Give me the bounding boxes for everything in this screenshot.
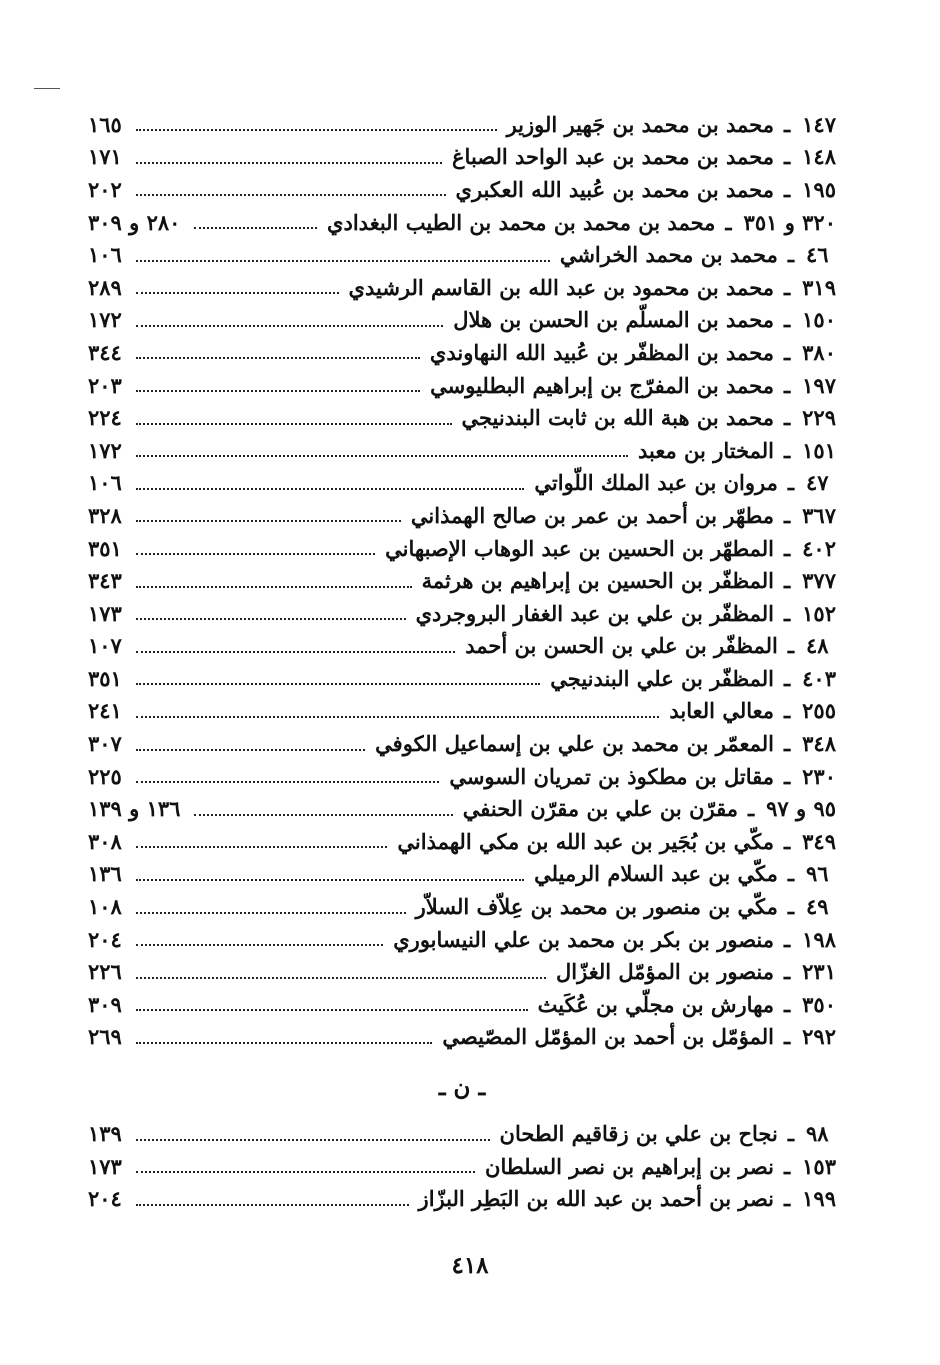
entry-separator: ـ [784, 339, 791, 365]
index-entry [88, 173, 836, 206]
entry-page: ١٦٥ [88, 111, 122, 137]
entry-separator: ـ [784, 568, 791, 594]
index-entry [88, 695, 836, 728]
index-entry [88, 858, 836, 891]
entry-separator: ـ [784, 274, 791, 300]
index-entry [88, 499, 836, 532]
entry-name: محمد بن المفرّج بن إبراهيم البطليوسي [430, 372, 774, 398]
entry-number: ١٩٩ [802, 1186, 836, 1212]
entry-name: معالي العابد [669, 698, 774, 724]
entry-separator: ـ [784, 405, 791, 431]
index-entry [88, 1150, 836, 1183]
entry-separator: ـ [784, 437, 791, 463]
entry-number: ٣٦٧ [802, 502, 836, 528]
entry-separator: ـ [784, 731, 791, 757]
index-entry [88, 401, 836, 434]
entry-name: نصر بن أحمد بن عبد الله بن البَطِر البزّاز [418, 1186, 774, 1212]
entry-name: مقرّن بن علي بن مقرّن الحنفي [462, 796, 738, 822]
entry-number: ٤٠٢ [802, 535, 836, 561]
index-entry [88, 271, 836, 304]
dotted-leader [136, 879, 524, 881]
index-entry [88, 1117, 836, 1150]
dotted-leader [136, 1171, 475, 1173]
entry-name: محمد بن محمد الخراشي [559, 242, 778, 268]
entry-number: ٢٥٥ [802, 698, 836, 724]
entry-separator: ـ [784, 763, 791, 789]
entry-separator: ـ [784, 176, 791, 202]
dotted-leader [136, 586, 412, 588]
entry-page: ١٠٦ [88, 242, 122, 268]
entry-name: المختار بن معبد [638, 437, 774, 463]
entry-separator: ـ [784, 502, 791, 528]
margin-mark [34, 88, 60, 89]
entry-page: ١٧٣ [88, 1153, 122, 1179]
entry-number: ٤٨ [806, 633, 829, 659]
entry-page: ٢٢٦ [88, 959, 122, 985]
entry-number: ١٩٨ [802, 926, 836, 952]
entry-number: ١٩٧ [802, 372, 836, 398]
entry-page: ١٧٢ [88, 307, 122, 333]
entry-number: ٩٨ [806, 1121, 829, 1147]
index-entry [88, 434, 836, 467]
entry-name: نصر بن إبراهيم بن نصر السلطان [485, 1153, 774, 1179]
entry-number: ١٩٥ [802, 176, 836, 202]
entry-number: ٢٢٩ [802, 405, 836, 431]
index-entry [88, 988, 836, 1021]
entry-number: ٤٩ [806, 894, 829, 920]
entry-name: المظفّر بن علي البندنيجي [550, 665, 774, 691]
index-entry [88, 890, 836, 923]
index-entry [88, 108, 836, 141]
entry-number: ١٥٠ [802, 307, 836, 333]
entry-number: ١٥١ [802, 437, 836, 463]
entry-page: ١٣٦ و ١٣٩ [88, 796, 181, 822]
entry-page: ٢٨٠ و ٣٠٩ [88, 209, 181, 235]
entry-number: ٢٣١ [802, 959, 836, 985]
dotted-leader [136, 162, 442, 164]
entry-name: مهارش بن مجلّي بن عُكَيث [537, 991, 774, 1017]
entry-page: ١٠٨ [88, 894, 122, 920]
section-heading-noon: ـ ن ـ [438, 1073, 486, 1101]
entry-page: ٣٥١ [88, 665, 122, 691]
entry-page: ٣٠٩ [88, 991, 122, 1017]
entry-page: ٣٢٨ [88, 502, 122, 528]
dotted-leader [136, 912, 406, 914]
entry-number: ٩٥ و ٩٧ [766, 796, 836, 822]
entry-page: ٢٢٤ [88, 405, 122, 431]
entry-separator: ـ [784, 144, 791, 170]
dotted-leader [136, 194, 446, 196]
dotted-leader [136, 618, 406, 620]
index-entry [88, 532, 836, 565]
entry-number: ٣١٩ [802, 274, 836, 300]
entry-separator: ـ [784, 926, 791, 952]
entry-separator: ـ [784, 828, 791, 854]
entry-name: مكّي بن بُجَير بن عبد الله بن مكي الهمذاني [397, 828, 774, 854]
index-entry [88, 369, 836, 402]
entry-page: ٣٠٨ [88, 828, 122, 854]
index-block-meem [88, 108, 836, 1053]
entry-separator: ـ [787, 242, 794, 268]
dotted-leader [136, 423, 452, 425]
entry-separator: ـ [747, 796, 755, 822]
entry-name: مروان بن عبد الملك اللّواتي [534, 470, 778, 496]
entry-number: ٩٦ [806, 861, 829, 887]
entry-name: المظفّر بن علي بن الحسن بن أحمد [465, 633, 778, 659]
entry-number: ١٤٨ [802, 144, 836, 170]
index-list [88, 108, 836, 1215]
entry-separator: ـ [787, 470, 794, 496]
index-entry [88, 792, 836, 825]
entry-name: نجاح بن علي بن زقاقيم الطحان [499, 1121, 778, 1147]
entry-page: ١٣٦ [88, 861, 122, 887]
index-entry [88, 141, 836, 174]
index-entry [88, 238, 836, 271]
dotted-leader [136, 749, 365, 751]
entry-page: ١٠٧ [88, 633, 122, 659]
entry-name: محمد بن محمد بن محمد بن الطيب البغدادي [327, 209, 716, 235]
entry-separator: ـ [787, 1121, 794, 1147]
entry-number: ١٥٢ [802, 600, 836, 626]
entry-page: ١٧٢ [88, 437, 122, 463]
dotted-leader [194, 814, 452, 816]
entry-name: محمد بن محمد بن جَهير الوزير [506, 111, 774, 137]
entry-name: المظفّر بن الحسين بن إبراهيم بن هرثمة [421, 568, 774, 594]
entry-page: ١٠٦ [88, 470, 122, 496]
page-number: ٤١٨ [451, 1252, 489, 1279]
entry-number: ٢٣٠ [802, 763, 836, 789]
index-entry [88, 564, 836, 597]
entry-number: ٤٠٣ [802, 665, 836, 691]
index-entry [88, 760, 836, 793]
entry-name: مقاتل بن مطكوذ بن تمريان السوسي [449, 763, 774, 789]
index-entry [88, 630, 836, 663]
dotted-leader [136, 944, 383, 946]
index-block-noon [88, 1117, 836, 1215]
dotted-leader [136, 1009, 528, 1011]
entry-number: ٣٤٨ [802, 731, 836, 757]
entry-page: ٢٠٢ [88, 176, 122, 202]
index-entry [88, 825, 836, 858]
index-entry [88, 467, 836, 500]
entry-separator: ـ [784, 665, 791, 691]
entry-separator: ـ [725, 209, 732, 235]
entry-name: مطهّر بن أحمد بن عمر بن صالح الهمذاني [410, 502, 774, 528]
entry-page: ٢٢٥ [88, 763, 122, 789]
index-entry [88, 1182, 836, 1215]
entry-name: محمد بن محمود بن عبد الله بن القاسم الرشيدي [348, 274, 774, 300]
entry-page: ١٣٩ [88, 1121, 122, 1147]
entry-separator: ـ [784, 600, 791, 626]
entry-name: مكّي بن عبد السلام الرميلي [534, 861, 778, 887]
entry-number: ٣٢٠ و ٣٥١ [743, 209, 836, 235]
entry-name: المطهّر بن الحسين بن عبد الوهاب الإصبهاني [385, 535, 774, 561]
dotted-leader [136, 1204, 409, 1206]
index-entry [88, 662, 836, 695]
entry-page: ٢٨٩ [88, 274, 122, 300]
entry-name: محمد بن المسلّم بن الحسن بن هلال [453, 307, 774, 333]
entry-separator: ـ [784, 1024, 791, 1050]
entry-number: ٣٨٠ [802, 339, 836, 365]
dotted-leader [136, 520, 401, 522]
dotted-leader [194, 227, 317, 229]
index-entry [88, 336, 836, 369]
entry-page: ٢٦٩ [88, 1024, 122, 1050]
entry-page: ٢٠٤ [88, 926, 122, 952]
dotted-leader [136, 553, 375, 555]
entry-separator: ـ [784, 1186, 791, 1212]
entry-name: محمد بن المظفّر بن عُبيد الله النهاوندي [429, 339, 774, 365]
index-entry [88, 923, 836, 956]
entry-separator: ـ [787, 894, 794, 920]
entry-number: ٤٧ [806, 470, 829, 496]
dotted-leader [136, 846, 388, 848]
entry-separator: ـ [784, 1153, 791, 1179]
entry-separator: ـ [787, 633, 794, 659]
dotted-leader [136, 977, 546, 979]
entry-separator: ـ [784, 991, 791, 1017]
dotted-leader [136, 357, 420, 359]
dotted-leader [136, 390, 420, 392]
entry-number: ٤٦ [806, 242, 829, 268]
entry-separator: ـ [784, 111, 791, 137]
dotted-leader [136, 683, 540, 685]
entry-page: ١٧٣ [88, 600, 122, 626]
entry-number: ٢٩٢ [802, 1024, 836, 1050]
dotted-leader [136, 1042, 433, 1044]
entry-name: المعمّر بن محمد بن علي بن إسماعيل الكوفي [375, 731, 774, 757]
entry-number: ١٥٣ [802, 1153, 836, 1179]
index-entry [88, 597, 836, 630]
entry-name: مكّي بن منصور بن محمد بن عِلاّف السلاّر [415, 894, 778, 920]
entry-page: ٣٤٤ [88, 339, 122, 365]
index-entry [88, 727, 836, 760]
index-entry [88, 206, 836, 239]
index-entry [88, 955, 836, 988]
entry-number: ٣٧٧ [802, 568, 836, 594]
entry-name: محمد بن محمد بن عبد الواحد الصباغ [452, 144, 774, 170]
entry-name: منصور بن المؤمّل الغزّال [556, 959, 774, 985]
dotted-leader [136, 651, 455, 653]
entry-page: ٣٥١ [88, 535, 122, 561]
entry-name: منصور بن بكر بن محمد بن علي النيسابوري [393, 926, 774, 952]
dotted-leader [136, 488, 525, 490]
entry-page: ٢٤١ [88, 698, 122, 724]
entry-separator: ـ [784, 372, 791, 398]
dotted-leader [136, 781, 439, 783]
entry-page: ٣٠٧ [88, 731, 122, 757]
dotted-leader [136, 325, 443, 327]
entry-name: المظفّر بن علي بن عبد الغفار البروجردي [415, 600, 774, 626]
dotted-leader [136, 129, 497, 131]
dotted-leader [136, 455, 628, 457]
entry-separator: ـ [784, 535, 791, 561]
entry-name: المؤمّل بن أحمد بن المؤمّل المصّيصي [442, 1024, 774, 1050]
entry-number: ١٤٧ [802, 111, 836, 137]
entry-number: ٣٥٠ [802, 991, 836, 1017]
entry-separator: ـ [784, 307, 791, 333]
entry-separator: ـ [787, 861, 794, 887]
entry-page: ٢٠٤ [88, 1186, 122, 1212]
entry-page: ٣٤٣ [88, 568, 122, 594]
entry-separator: ـ [784, 959, 791, 985]
dotted-leader [136, 716, 660, 718]
dotted-leader [136, 1139, 490, 1141]
dotted-leader [136, 292, 339, 294]
entry-number: ٣٤٩ [802, 828, 836, 854]
index-entry [88, 1021, 836, 1054]
entry-separator: ـ [784, 698, 791, 724]
entry-page: ١٧١ [88, 144, 122, 170]
entry-page: ٢٠٣ [88, 372, 122, 398]
index-entry [88, 304, 836, 337]
entry-name: محمد بن محمد بن عُبيد الله العكبري [455, 176, 774, 202]
entry-name: محمد بن هبة الله بن ثابت البندنيجي [461, 405, 774, 431]
dotted-leader [136, 260, 550, 262]
